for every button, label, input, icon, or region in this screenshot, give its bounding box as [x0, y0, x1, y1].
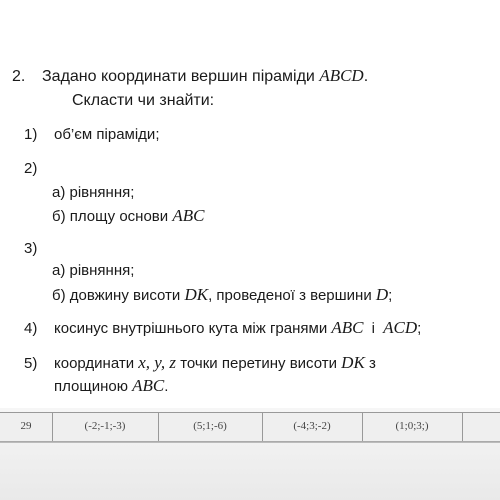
table-cell-c: (-4;3;-2): [262, 413, 363, 441]
item-5-line2-math: ABC: [132, 376, 165, 395]
item-4-text: косинус внутрішнього кута між гранями: [54, 320, 328, 337]
item-2b: [52, 206, 204, 226]
task-subtitle: Скласти чи знайти:: [72, 92, 215, 109]
item-5-text3: з: [368, 355, 376, 372]
item-3-number: 3): [24, 240, 38, 257]
variant-table-row: [0, 412, 500, 442]
table-cell-a: (-2;-1;-3): [52, 413, 159, 441]
item-5-math1: x, y, z: [138, 353, 177, 372]
table-cell-d: (1;0;3;): [362, 413, 463, 441]
task-number: 2.: [12, 68, 26, 85]
item-5-number: 5): [24, 355, 38, 372]
item-5-text2: точки перетину висоти: [180, 355, 337, 372]
item-3b-text3: ;: [388, 287, 393, 304]
item-5-line2-text: площиною: [54, 378, 128, 395]
item-5: [24, 353, 376, 373]
item-4-math1: ABC: [331, 318, 364, 337]
item-5-line2-end: .: [164, 378, 169, 395]
item-5-line2: [54, 376, 168, 396]
item-1: [24, 126, 159, 143]
item-3a: а) рівняння;: [52, 262, 135, 279]
item-3b-math1: DK: [184, 285, 209, 304]
task-heading: [12, 66, 368, 86]
item-3b-text2: , проведеної з вершини: [208, 287, 372, 304]
task-title-math: ABCD: [319, 66, 364, 85]
item-3b: [52, 285, 392, 305]
item-5-math2: DK: [341, 353, 365, 372]
item-2-number: 2): [24, 160, 38, 177]
item-3b-math2: D: [375, 285, 389, 304]
item-1-number: 1): [24, 126, 38, 143]
task-title: Задано координати вершин піраміди: [42, 68, 315, 85]
item-5-text1: координати: [54, 355, 135, 372]
table-divider: [0, 442, 500, 449]
item-1-text: об’єм піраміди;: [54, 126, 160, 143]
item-4-sep: і: [371, 320, 375, 337]
task-title-end: .: [363, 68, 369, 85]
item-2b-text: б) площу основи: [52, 208, 169, 225]
item-4-math2: ACD: [383, 318, 418, 337]
item-4: [24, 318, 421, 338]
item-2b-math: ABC: [172, 206, 205, 225]
table-cell-variant: 29: [0, 413, 53, 441]
item-4-end: ;: [417, 320, 422, 337]
item-3b-text1: б) довжину висоти: [52, 287, 181, 304]
item-2a: а) рівняння;: [52, 184, 135, 201]
item-4-number: 4): [24, 320, 38, 337]
table-cell-b: (5;1;-6): [158, 413, 263, 441]
